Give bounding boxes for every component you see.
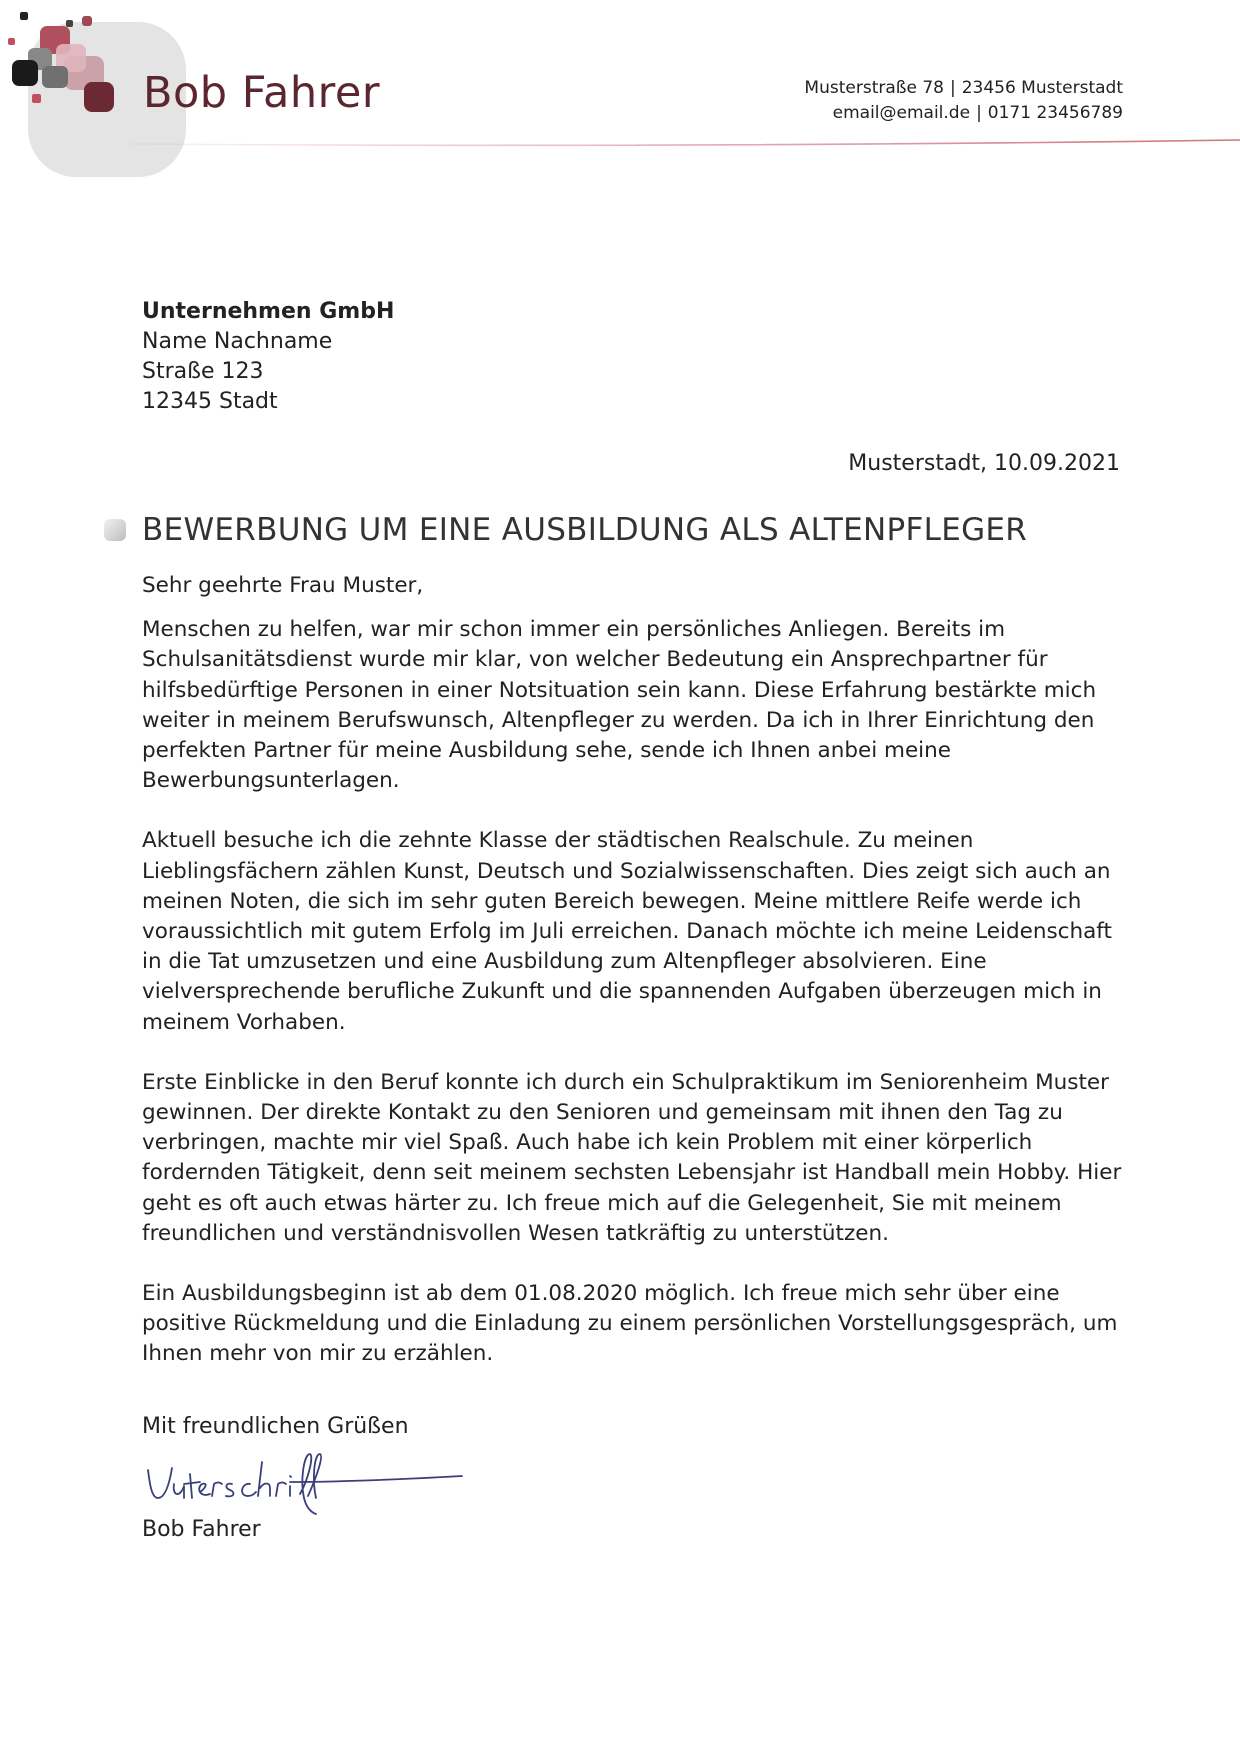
sender-phone: 0171 23456789: [987, 103, 1123, 123]
subject-bullet-icon: [104, 519, 126, 541]
sender-email: email@email.de: [832, 103, 971, 123]
salutation: Sehr geehrte Frau Muster,: [142, 573, 424, 598]
signer-name: Bob Fahrer: [142, 1517, 261, 1542]
paragraph: Ein Ausbildungsbeginn ist ab dem 01.08.2020 möglich. Ich freue mich sehr über eine positive Rückmeldung und die Einladung zu einem persönlichen Vorstellungsgespräch, um Ihnen mehr von mir zu erzählen.: [142, 1281, 1118, 1367]
recipient-street: Straße 123: [142, 359, 264, 384]
paragraph: Erste Einblicke in den Beruf konnte ich durch ein Schulpraktikum im Seniorenheim Muster gewinnen. Der direkte Kontakt zu den Senioren und gemeinsam mit ihnen den Tag zu verbringen, machte mir viel Spaß. Auch habe ich kein Problem mit einer körperlich fordernden Tätigkeit, denn seit meinem sechsten Lebensjahr ist Handball mein Hobby. Hier geht es oft auch etwas härter zu. Ich freue mich auf die Gelegenheit, Sie mit meinem freundlichen und verständnisvollen Wesen tatkräftig zu unterstützen.: [142, 1069, 1122, 1246]
date-line: Musterstadt, 10.09.2021: [848, 451, 1120, 476]
recipient-contact: Name Nachname: [142, 329, 333, 354]
sender-contact: [804, 76, 1123, 126]
sender-address-line: [804, 76, 1123, 101]
separator: |: [976, 103, 982, 123]
sender-name: Bob Fahrer: [143, 68, 381, 118]
recipient-city: 12345 Stadt: [142, 389, 278, 414]
header-divider: [130, 138, 1240, 152]
recipient-address: [142, 297, 394, 417]
paragraph: Menschen zu helfen, war mir schon immer ein persönliches Anliegen. Bereits im Schulsanitätsdienst wurde mir klar, von welcher Bedeutung ein Ansprechpartner für hilfsbedürftige Personen in einer Notsituation sein kann. Diese Erfahrung bestärkte mich weiter in meinem Berufswunsch, Altenpfleger zu werden. Da ich in Ihrer Einrichtung den perfekten Partner für meine Ausbildung sehe, sende ich Ihnen anbei meine Bewerbungsunterlagen.: [142, 617, 1097, 794]
sender-city: 23456 Musterstadt: [961, 78, 1123, 98]
recipient-company: Unternehmen GmbH: [142, 299, 395, 324]
sender-street: Musterstraße 78: [804, 78, 944, 98]
paragraph: Aktuell besuche ich die zehnte Klasse der städtischen Realschule. Zu meinen Lieblingsfächern zählen Kunst, Deutsch und Sozialwissenschaften. Dies zeigt sich auch an meinen Noten, die sich im sehr guten Bereich bewegen. Meine mittlere Reife werde ich voraussichtlich mit gutem Erfolg im Juli erreichen. Danach möchte ich meine Leidenschaft in die Tat umzusetzen und eine Ausbildung zum Altenpfleger absolvieren. Eine vielversprechende berufliche Zukunft und die spannenden Aufgaben überzeugen mich in meinem Vorhaben.: [142, 828, 1112, 1035]
sender-contact-line: [804, 101, 1123, 126]
handwritten-signature: [140, 1440, 470, 1522]
letter-body: [142, 571, 1122, 1400]
separator: |: [949, 78, 956, 98]
subject-line: BEWERBUNG UM EINE AUSBILDUNG ALS ALTENPFLEGER: [142, 512, 1028, 548]
closing: Mit freundlichen Grüßen: [142, 1414, 409, 1439]
